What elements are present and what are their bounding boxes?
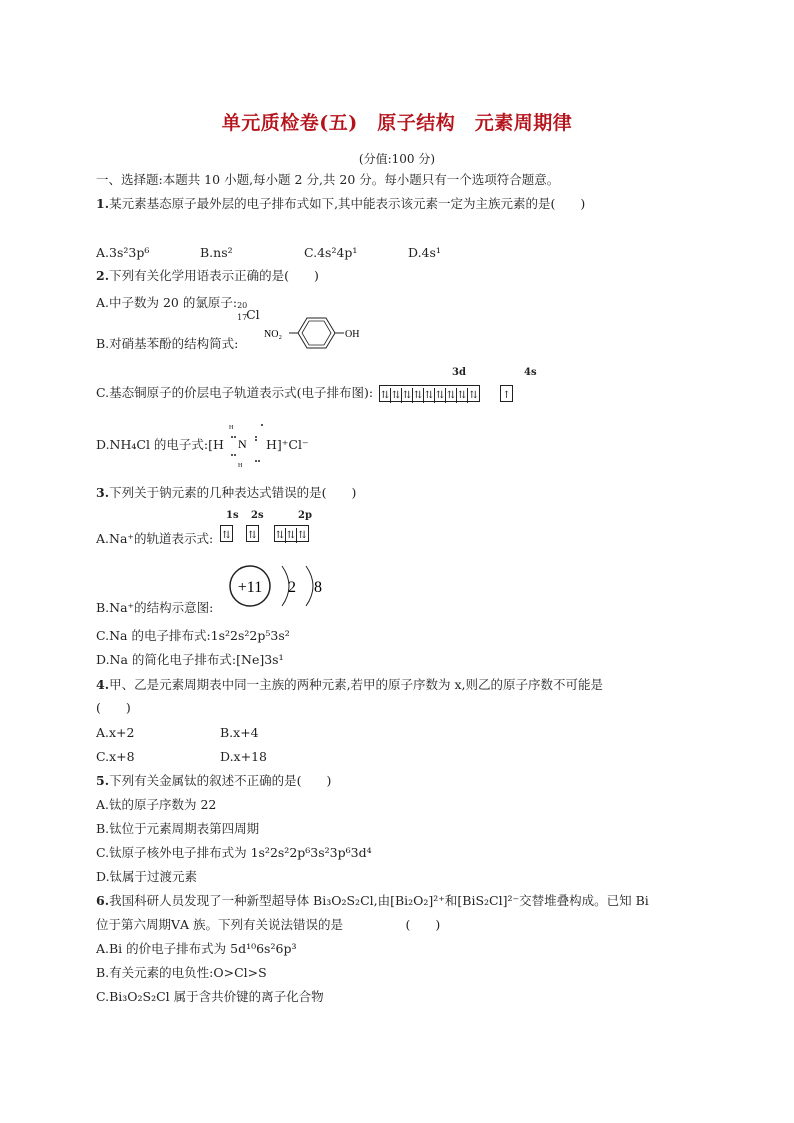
orbital-label-2p: 2p (298, 510, 312, 521)
question-number: 5. (96, 773, 110, 788)
option-text: D.NH₄Cl 的电子式:[H (96, 437, 224, 452)
question-5 (96, 773, 331, 789)
nucleus-charge: +11 (237, 579, 263, 596)
q3-option-c: C.Na 的电子排布式:1s²2s²2p⁵3s² (96, 628, 290, 643)
q2-option-a (96, 295, 265, 322)
question-6-stem-cont: 位于第六周期ⅤA 族。下列有关说法错误的是 ( ) (96, 917, 441, 932)
question-number: 6. (96, 893, 110, 908)
q5-option-c: C.钛原子核外电子排布式为 1s²2s²2p⁶3s²3p⁶3d⁴ (96, 845, 372, 860)
q2-option-d (96, 437, 224, 453)
q3-option-d: D.Na 的简化电子排布式:[Ne]3s¹ (96, 652, 284, 667)
orbital-label-1s: 1s (226, 510, 239, 521)
option-text: B.对硝基苯酚的结构简式: (96, 336, 239, 351)
option-a: A.x+2 (96, 725, 135, 740)
q6-option-c: C.Bi₃O₂S₂Cl 属于含共价键的离子化合物 (96, 989, 324, 1004)
shell-1-electrons: 2 (288, 579, 296, 596)
orbital-box-1s: ⇅ (220, 525, 233, 542)
page-title: 单元质检卷(五) 原子结构 元素周期律 (221, 112, 573, 134)
orbital-label-3d: 3d (452, 367, 466, 378)
orbital-label-2s: 2s (251, 510, 264, 521)
question-4-options-row1 (96, 725, 259, 741)
h-top: H (229, 425, 234, 431)
orbital-box-4s: ↑ (500, 385, 513, 402)
oh-label: OH (345, 329, 360, 340)
question-stem: 某元素基态原子最外层的电子排布式如下,其中能表示该元素一定为主族元素的是( ) (109, 196, 586, 211)
orbital-label-4s: 4s (524, 367, 537, 378)
question-number: 3. (96, 485, 110, 500)
section-heading: 一、选择题:本题共 10 小题,每小题 2 分,共 20 分。每小题只有一个选项符合题意。 (96, 172, 560, 187)
option-text: A.Na⁺的轨道表示式: (96, 531, 214, 546)
q5-option-d: D.钛属于过渡元素 (96, 869, 198, 884)
q3-option-b: B.Na⁺的结构示意图: (96, 600, 214, 615)
q2-option-b (96, 336, 238, 352)
option-d: D.4s¹ (408, 245, 441, 260)
question-4-options-row2 (96, 749, 267, 765)
q5-option-a: A.钛的原子序数为 22 (96, 797, 217, 812)
option-b: B.ns² (200, 245, 233, 260)
nitrophenol-structure (262, 316, 372, 350)
question-stem: 甲、乙是元素周期表中同一主族的两种元素,若甲的原子序数为 x,则乙的原子序数不可能是 (109, 677, 604, 692)
q6-option-a: A.Bi 的价电子排布式为 5d¹⁰6s²6p³ (96, 941, 297, 956)
no2-label: NO₂ (264, 329, 282, 340)
option-d: D.x+18 (220, 749, 267, 764)
question-1-options (96, 245, 441, 261)
element-symbol: Cl (246, 307, 260, 322)
option-c: C.x+8 (96, 749, 135, 764)
q5-option-b: B.钛位于元素周期表第四周期 (96, 821, 260, 836)
shell-2-electrons: 8 (314, 579, 322, 596)
q6-option-b: B.有关元素的电负性:O>Cl>S (96, 965, 267, 980)
option-b: B.x+4 (220, 725, 259, 740)
q3-option-a (96, 530, 307, 547)
n-center: N (238, 437, 247, 451)
option-a: A.3s²3p⁶ (96, 245, 150, 260)
question-1 (96, 196, 585, 212)
question-stem: 我国科研人员发现了一种新型超导体 Bi₃O₂S₂Cl,由[Bi₂O₂]²⁺和[BiS₂Cl]²⁻交替堆叠构成。已知 Bi (109, 893, 649, 908)
sodium-ion-structure-diagram (226, 562, 336, 610)
score-note: (分值:100 分) (358, 152, 436, 166)
option-text: C.基态铜原子的价层电子轨道表示式(电子排布图): (96, 385, 374, 400)
question-stem: 下列关于钠元素的几种表达式错误的是( ) (109, 485, 357, 500)
question-stem: 下列有关金属钛的叙述不正确的是( ) (109, 773, 332, 788)
question-4 (96, 677, 603, 693)
option-c: C.4s²4p¹ (304, 245, 358, 260)
orbital-box-3d: ⇅ ⇅ ⇅ ⇅ ⇅ ⇅ ⇅ ⇅ ⇅ (379, 385, 480, 402)
question-2 (96, 268, 319, 284)
question-3 (96, 485, 356, 501)
orbital-box-2p: ⇅ ⇅ ⇅ (274, 525, 309, 542)
atomic-number: 17 (237, 313, 248, 322)
orbital-box-2s: ⇅ (246, 525, 259, 542)
question-number: 1. (96, 196, 110, 211)
question-number: 2. (96, 268, 110, 283)
question-number: 4. (96, 677, 110, 692)
q2-option-c (96, 385, 513, 402)
ammonium-electron-dot (226, 415, 270, 473)
h-bottom: H (238, 463, 243, 469)
ammonium-tail: H]⁺Cl⁻ (266, 437, 309, 452)
question-6 (96, 893, 649, 909)
question-stem: 下列有关化学用语表示正确的是( ) (109, 268, 319, 283)
option-text: A.中子数为 20 的氯原子: (96, 295, 238, 310)
mass-number: 20 (237, 301, 248, 310)
answer-paren: ( ) (96, 700, 131, 715)
